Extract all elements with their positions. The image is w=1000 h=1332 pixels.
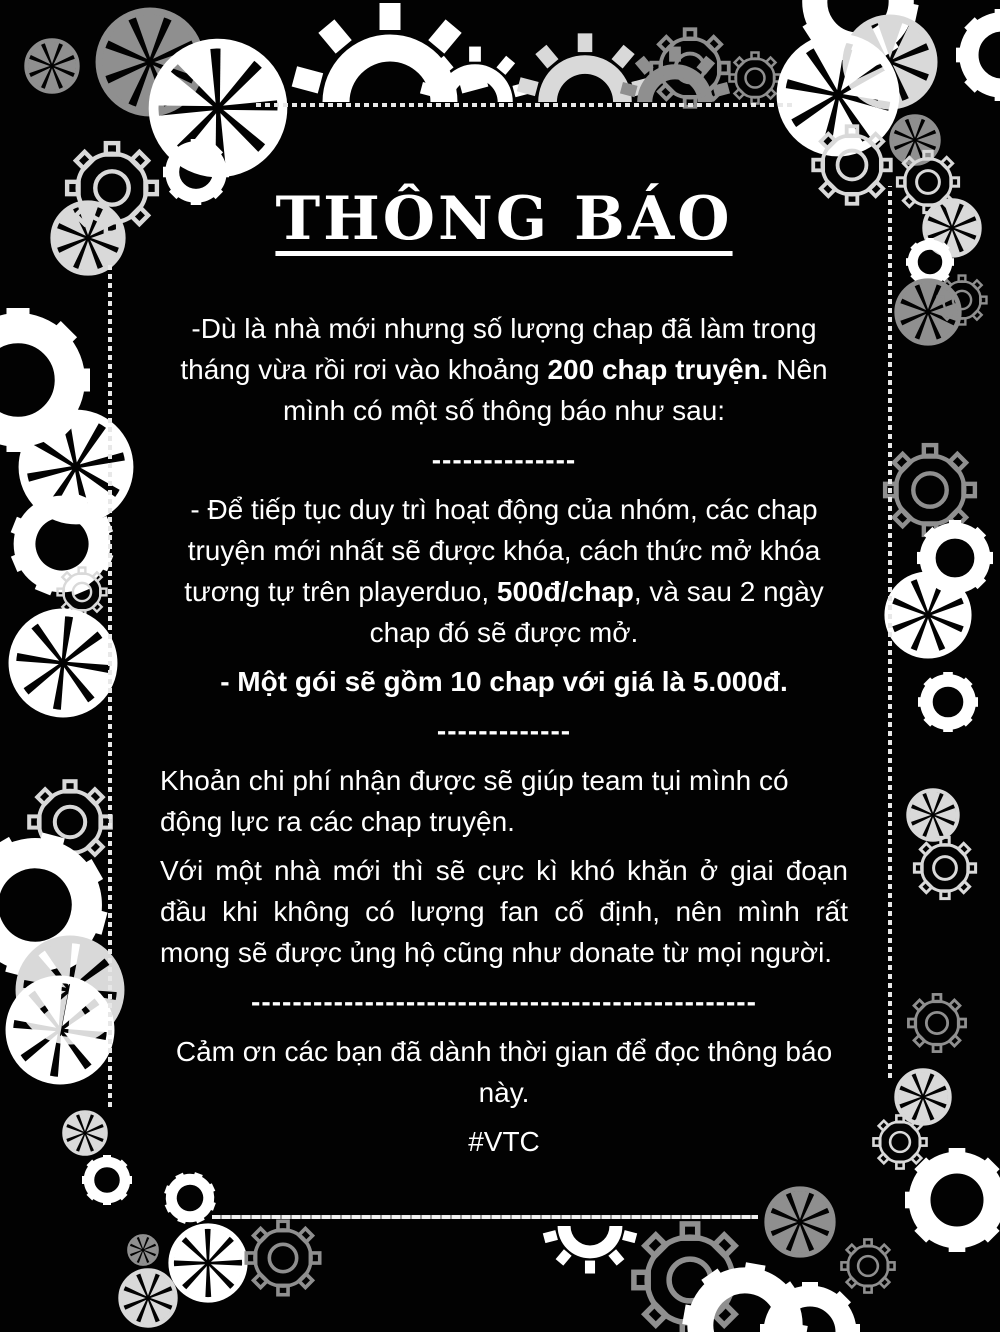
intro-text: -Dù là nhà mới nhưng số lượng chap đã làm trong tháng vừa rồi rơi vào khoảng [180, 313, 817, 386]
wheel-icon [53, 203, 123, 273]
wheel-icon [767, 1189, 833, 1255]
frame-border-left [108, 262, 112, 1107]
hashtag-signature: #VTC [468, 1125, 540, 1157]
bundle-price-bold: - Một gói sẽ gồm 10 chap với giá là 5.000đ. [220, 666, 788, 698]
dashed-separator: -------------- [431, 444, 577, 476]
gear-icon [914, 837, 975, 898]
wheel-icon [1, 601, 125, 725]
gear-icon [841, 1239, 894, 1292]
paragraph-funds-usage: Khoản chi phí nhận được sẽ giúp team tụi mình có động lực ra các chap truyện. [160, 764, 789, 837]
paragraph-thanks: Cảm ơn các bạn đã dành thời gian để đọc thông báo này. [175, 1035, 833, 1108]
wheel-icon [128, 1235, 157, 1264]
lock-policy-bold-price: 500đ/chap [496, 575, 634, 607]
wheel-icon [888, 575, 969, 656]
announcement-content [160, 186, 848, 1170]
intro-text-after: Nên mình có một số thông báo như sau: [282, 354, 828, 427]
wheel-icon [64, 1112, 106, 1154]
wheel-icon [908, 790, 958, 840]
page-title: THÔNG BÁO [275, 184, 733, 254]
intro-bold-chap-count: 200 chap truyện. [547, 354, 769, 386]
paragraph-bundle-price [160, 661, 848, 702]
gear-icon [905, 1148, 1000, 1252]
paragraph-intro [160, 308, 848, 431]
frame-border-bottom [212, 1215, 758, 1219]
wheel-icon [26, 40, 78, 92]
dashed-separator-long: ------------------------------------------------- [251, 986, 757, 1018]
gear-icon [918, 672, 978, 732]
gear-icon [908, 994, 965, 1051]
paragraph-support-request: Với một nhà mới thì sẽ cực kì khó khăn ở giai đoạn đầu khi không có lượng fan cố định, nên mình rất mong sẽ được ủng hộ cũng như donate từ mọi người. [160, 854, 848, 969]
gear-icon [956, 9, 1000, 101]
gear-icon [873, 1115, 926, 1168]
gear-icon [246, 1221, 319, 1294]
paragraph-lock-policy [160, 489, 848, 654]
wheel-icon [120, 1270, 175, 1325]
half-gear-icon [543, 1226, 637, 1274]
gear-icon [157, 1165, 224, 1232]
dashed-separator: ------------- [436, 715, 572, 747]
gear-icon [730, 53, 781, 104]
gear-icon [938, 276, 987, 325]
gear-icon [82, 1155, 132, 1205]
frame-border-right [888, 186, 892, 1078]
frame-border-top [256, 103, 792, 107]
gear-icon [885, 445, 975, 535]
lock-policy-text-after: , và sau 2 ngày chap đó sẽ được mở. [369, 575, 824, 649]
half-gear-icon [292, 3, 489, 102]
lock-policy-text: - Để tiếp tục duy trì hoạt động của nhóm, các chap truyện mới nhất sẽ được khóa, cách thức mở khóa tương tự trên playerduo, [184, 493, 821, 607]
